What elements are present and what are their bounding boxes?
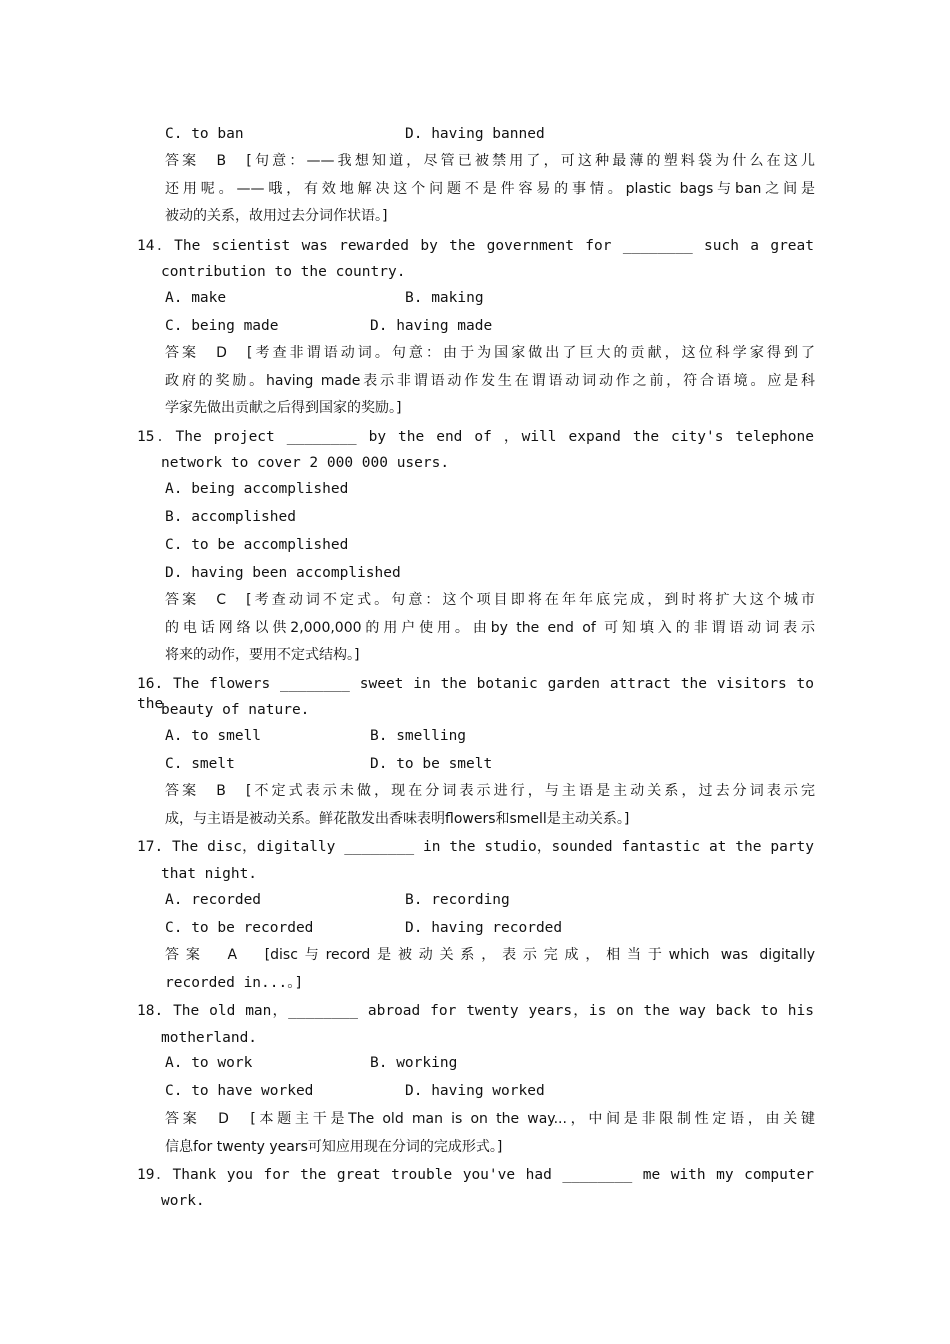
q13-option-c: C. to ban [165,126,244,142]
q16-stem-line-1: 16. The flowers ________ sweet in the botanic garden attract the visitors to the [137,676,814,712]
q18-option-d: D. having worked [405,1083,545,1099]
q17-answer-line-2: recorded in...。] [165,975,304,991]
q14-option-a: A. make [165,290,227,306]
q16-stem-line-2: beauty of nature. [161,702,310,718]
q14-option-d: D. having made [370,318,493,334]
q13-answer-line-3: 被动的关系，故用过去分词作状语。] [165,208,388,224]
q16-option-c: C. smelt [165,756,235,772]
q14-answer-line-3: 学家先做出贡献之后得到国家的奖励。] [165,400,402,416]
q18-options-ab [165,1053,815,1073]
q14-stem-line-2: contribution to the country. [161,264,406,280]
q15-option-d: D. having been accomplished [165,565,401,581]
q18-answer-line-2: 信息for twenty years可知应用现在分词的完成形式。] [165,1139,503,1155]
q17-option-d: D. having recorded [405,920,563,936]
q15-answer-line-1: 答案 C [考查动词不定式。句意：这个项目即将在年年底完成，到时将扩大这个城市 [165,592,815,608]
q14-options-ab [165,288,815,308]
q17-options-cd [165,918,815,938]
q14-options-cd [165,316,815,336]
q17-stem-line-2: that night. [161,866,258,882]
q16-answer-line-1: 答案 B [不定式表示未做，现在分词表示进行，与主语是主动关系，过去分词表示完 [165,783,815,799]
q18-stem-line-1: 18. The old man，________ abroad for twenty years，is on the way back to his [137,1003,814,1019]
q16-option-a: A. to smell [165,728,262,744]
q14-option-c: C. being made [165,318,279,334]
q14-option-b: B. making [405,290,484,306]
q15-stem-line-1: 15．The project ________ by the end of ，will expand the city's telephone [137,429,814,445]
q17-option-a: A. recorded [165,892,262,908]
q13-option-d: D. having banned [405,126,545,142]
q16-options-ab [165,726,815,746]
q13-options-cd [165,124,815,144]
q16-option-d: D. to be smelt [370,756,493,772]
q14-answer-line-2: 政府的奖励。having made表示非谓语动作发生在谓语动词动作之前，符合语境。应是科 [165,373,815,389]
q17-options-ab [165,890,815,910]
q16-options-cd [165,754,815,774]
q17-option-b: B. recording [405,892,510,908]
q15-answer-line-2: 的电话网络以供2,000,000的用户使用。由by the end of 可知填入的非谓语动词表示 [165,620,815,636]
q18-option-b: B. working [370,1055,458,1071]
q14-stem-line-1: 14．The scientist was rewarded by the government for ________ such a great [137,238,814,254]
q15-option-c: C. to be accomplished [165,537,349,553]
q13-answer-line-1: 答案 B [句意：——我想知道，尽管已被禁用了，可这种最薄的塑料袋为什么在这儿 [165,153,815,169]
q18-option-a: A. to work [165,1055,253,1071]
q17-answer-line-1: 答案 A [disc与record是被动关系，表示完成，相当于which was digitally [165,947,815,963]
q15-stem-line-2: network to cover 2 000 000 users. [161,455,450,471]
q18-answer-line-1: 答案 D [本题主干是The old man is on the way...，中间是非限制性定语，由关键 [165,1111,815,1127]
q18-stem-line-2: motherland. [161,1030,258,1046]
q17-option-c: C. to be recorded [165,920,314,936]
q19-stem-line-1: 19．Thank you for the great trouble you've had ________ me with my computer [137,1167,814,1183]
q18-option-c: C. to have worked [165,1083,314,1099]
q19-stem-line-2: work. [161,1193,205,1209]
q15-option-b: B. accomplished [165,509,296,525]
q14-answer-line-1: 答案 D [考查非谓语动词。句意：由于为国家做出了巨大的贡献，这位科学家得到了 [165,345,815,361]
q16-option-b: B. smelling [370,728,467,744]
q13-answer-line-2: 还用呢。——哦，有效地解决这个问题不是件容易的事情。plastic bags与ban之间是 [165,181,815,197]
q17-stem-line-1: 17. The disc，digitally ________ in the studio，sounded fantastic at the party [137,839,814,855]
q18-options-cd [165,1081,815,1101]
q15-option-a: A. being accomplished [165,481,349,497]
q16-answer-line-2: 成，与主语是被动关系。鲜花散发出香味表明flowers和smell是主动关系。] [165,811,630,827]
q15-answer-line-3: 将来的动作，要用不定式结构。] [165,647,360,663]
